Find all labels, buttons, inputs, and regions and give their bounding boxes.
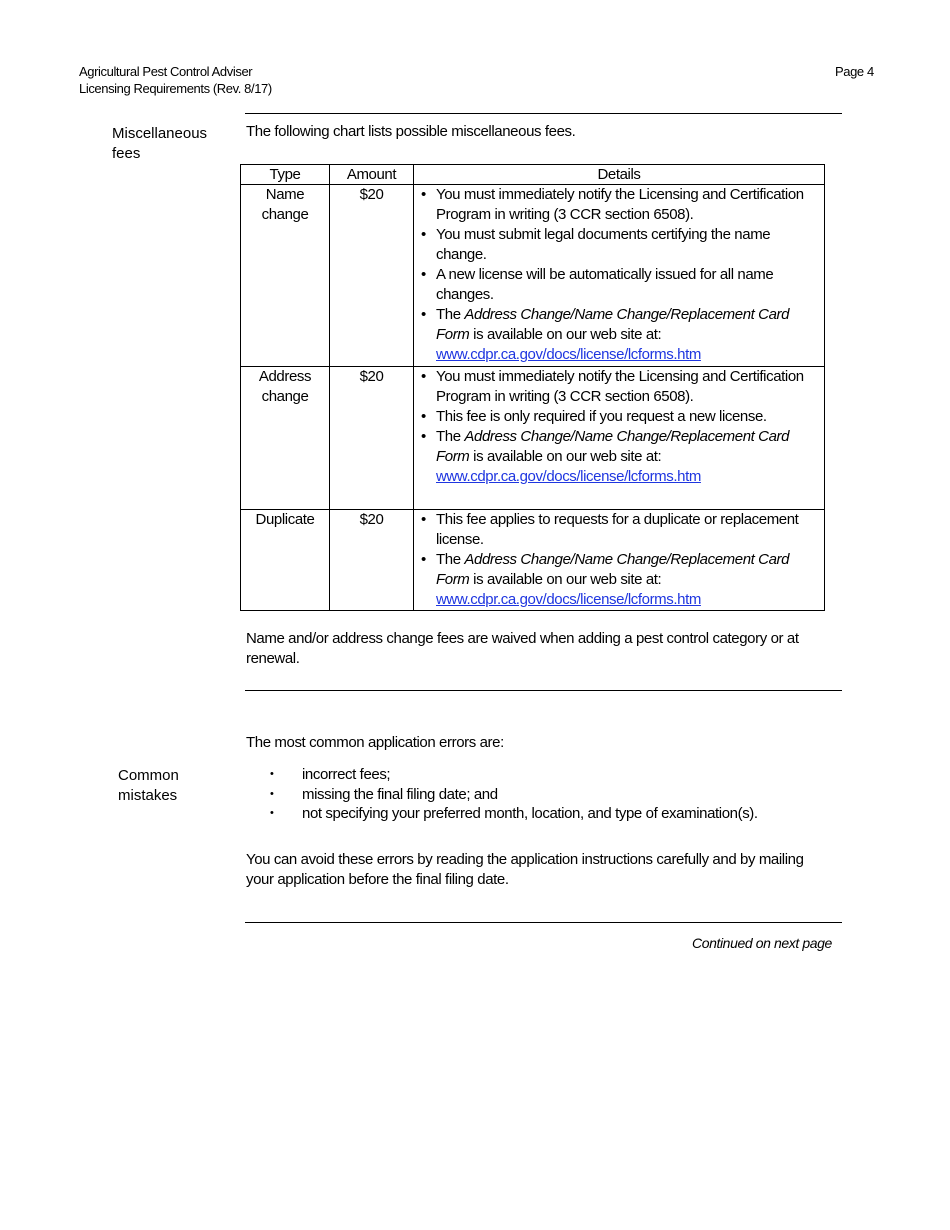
detail-text: is available on our web site at:	[469, 326, 662, 343]
column-header-details: Details	[414, 165, 825, 185]
detail-text: (3 CCR section 6508).	[549, 388, 694, 405]
detail-bullet	[436, 367, 824, 407]
common-mistakes-label	[118, 766, 179, 806]
table-row-address-change	[241, 367, 825, 510]
common-mistakes-label-line2: mistakes	[118, 787, 178, 804]
header-title-line1: Agricultural Pest Control Adviser	[79, 64, 253, 79]
fee-details	[414, 185, 825, 367]
detail-text: The	[436, 551, 465, 568]
detail-bullet	[436, 185, 824, 225]
form-name: Address Change/Name Change/Replacement Card Form	[436, 551, 790, 588]
document-header	[79, 63, 272, 97]
fee-waiver-note: Name and/or address change fees are waived when adding a pest control category or at renewal.	[246, 630, 799, 667]
detail-text: You must immediately notify the Licensing and Certification Program	[436, 368, 804, 405]
forms-link[interactable]: www.cdpr.ca.gov/docs/license/lcforms.htm	[436, 468, 701, 485]
list-item: • not specifying your preferred month, location, and type of examination(s).	[270, 804, 758, 824]
fee-details	[414, 367, 825, 510]
section-divider	[245, 690, 842, 691]
misc-fees-intro: The following chart lists possible miscellaneous fees.	[246, 123, 576, 140]
fees-table	[240, 164, 825, 611]
list-item: • incorrect fees;	[270, 765, 758, 785]
header-title-line2: Licensing Requirements (Rev. 8/17)	[79, 81, 272, 96]
advice-text: the final filing date.	[388, 871, 509, 888]
advice-emphasis: before	[348, 871, 389, 888]
misc-fees-label-line2: fees	[112, 145, 141, 162]
detail-text: The	[436, 306, 465, 323]
column-header-amount: Amount	[330, 165, 414, 185]
forms-link[interactable]: www.cdpr.ca.gov/docs/license/lcforms.htm	[436, 591, 701, 608]
fee-type: Duplicate	[241, 510, 330, 611]
table-row-name-change	[241, 185, 825, 367]
form-name: Address Change/Name Change/Replacement Card Form	[436, 306, 790, 343]
detail-emphasis: in writing	[494, 388, 550, 405]
fee-amount: $20	[330, 367, 414, 510]
list-item: • missing the final filing date; and	[270, 785, 758, 805]
detail-text: (3 CCR section 6508).	[549, 206, 694, 223]
table-row-duplicate	[241, 510, 825, 611]
form-name: Address Change/Name Change/Replacement Card Form	[436, 428, 790, 465]
fee-amount: $20	[330, 185, 414, 367]
misc-fees-label-line1: Miscellaneous	[112, 125, 208, 142]
detail-text: You must immediately notify the Licensing and Certification Program	[436, 186, 804, 223]
fee-type: Address change	[241, 367, 330, 510]
mistakes-advice	[246, 850, 811, 890]
detail-text: is available on our web site at:	[469, 448, 662, 465]
detail-bullet: • This fee is only required if you request a new license.	[436, 407, 824, 427]
column-header-type: Type	[241, 165, 330, 185]
misc-fees-label	[112, 124, 207, 164]
detail-bullet: • You must submit legal documents certifying the name change.	[436, 225, 824, 265]
mistakes-intro: The most common application errors are:	[246, 734, 504, 751]
continued-note: Continued on next page	[692, 935, 832, 951]
fee-amount: $20	[330, 510, 414, 611]
detail-bullet	[436, 550, 824, 610]
forms-link[interactable]: www.cdpr.ca.gov/docs/license/lcforms.htm	[436, 346, 701, 363]
page-number: Page 4	[835, 64, 874, 79]
fee-type: Name change	[241, 185, 330, 367]
detail-emphasis: in writing	[494, 206, 550, 223]
common-mistakes-label-line1: Common	[118, 767, 179, 784]
detail-bullet	[436, 305, 824, 365]
errors-list	[270, 765, 758, 824]
advice-text: You can avoid these errors by reading the application instructions carefully and by mailing your application	[246, 851, 804, 888]
detail-text: is available on our web site at:	[469, 571, 662, 588]
fee-details	[414, 510, 825, 611]
section-divider	[245, 922, 842, 923]
detail-bullet: • A new license will be automatically issued for all name changes.	[436, 265, 824, 305]
section-divider	[245, 113, 842, 114]
detail-bullet	[436, 427, 824, 487]
detail-text: The	[436, 428, 465, 445]
fees-table-header-row	[241, 165, 825, 185]
detail-bullet: • This fee applies to requests for a duplicate or replacement license.	[436, 510, 824, 550]
